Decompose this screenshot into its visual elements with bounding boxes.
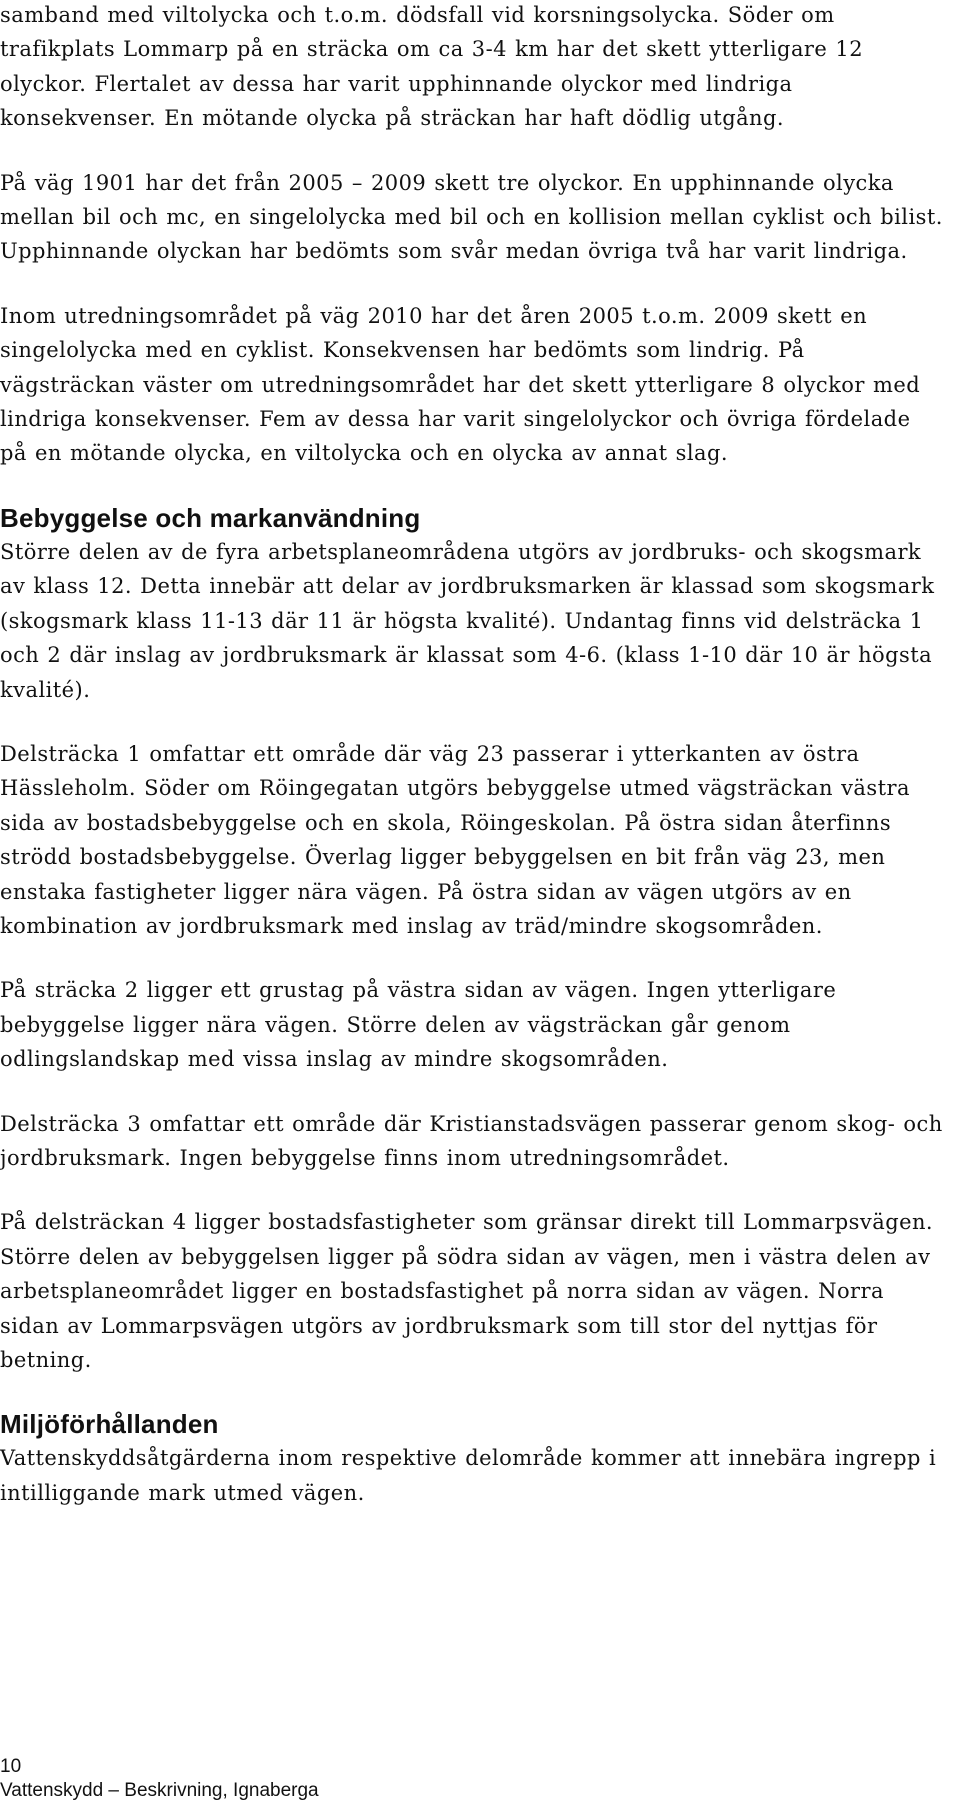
paragraph-vattenskydd: Vattenskyddsåtgärderna inom respektive delområde kommer att innebära ingrepp i intilliggande mark utmed vägen. — [0, 1446, 937, 1505]
paragraph-stracka-2: På sträcka 2 ligger ett grustag på västra sidan av vägen. Ingen ytterligare bebyggelse ligger nära vägen. Större delen av vägsträckan går genom odlingslandskap med vissa inslag av mindre skogsområden. — [0, 978, 837, 1072]
page-number: 10 — [0, 1756, 22, 1777]
paragraph-accidents-vag1901: På väg 1901 har det från 2005 – 2009 skett tre olyckor. En upphinnande olycka mellan bil och mc, en singelolycka med bil och en kollision mellan cyklist och bilist. Upphinnande olyckan har bedömts som svår medan övriga två har varit lindriga. — [0, 170, 943, 264]
paragraph-delstracka-3: Delsträcka 3 omfattar ett område där Kristianstadsvägen passerar genom skog- och jordbruksmark. Ingen bebyggelse finns inom utredningsområdet. — [0, 1111, 943, 1170]
footer-title: Vattenskydd – Beskrivning, Ignaberga — [0, 1780, 319, 1801]
section-heading-bebyggelse: Bebyggelse och markanvändning — [0, 502, 421, 533]
paragraph-markklass: Större delen av de fyra arbetsplaneområdena utgörs av jordbruks- och skogsmark av klass 12. Detta innebär att delar av jordbruksmarken är klassad som skogsmark (skogsmark klass 11-13 där 11 är högsta kvalité). Undantag finns vid delsträcka 1 och 2 där inslag av jordbruksmark är klassat som 4-6. (klass 1-10 där 10 är högsta kvalité). — [0, 539, 935, 702]
paragraph-delstracka-1: Delsträcka 1 omfattar ett område där väg 23 passerar i ytterkanten av östra Hässleholm. Söder om Röingegatan utgörs bebyggelse utmed vägsträckan västra sida av bostadsbebyggelse och en skola, Röingeskolan. På östra sidan återfinns strödd bostadsbebyggelse. Överlag ligger bebyggelsen en bit från väg 23, men enstaka fastigheter ligger nära vägen. På östra sidan av vägen utgörs av en kombination av jordbruksmark med inslag av träd/mindre skogsområden. — [0, 741, 910, 938]
page-footer — [0, 1755, 319, 1803]
section-heading-miljoforhallanden: Miljöförhållanden — [0, 1409, 219, 1440]
paragraph-delstracka-4: På delsträckan 4 ligger bostadsfastigheter som gränsar direkt till Lommarpsvägen. Större delen av bebyggelsen ligger på södra sidan av vägen, men i västra delen av arbetsplaneområdet ligger en bostadsfastighet på norra sidan av vägen. Norra sidan av Lommarpsvägen utgörs av jordbruksmark som till stor del nyttjas för betning. — [0, 1210, 934, 1372]
paragraph-accidents-vag23: samband med viltolycka och t.o.m. dödsfall vid korsningsolycka. Söder om trafikplats Lommarp på en sträcka om ca 3-4 km har det skett ytterligare 12 olyckor. Flertalet av dessa har varit upphinnande olyckor med lindriga konsekvenser. En mötande olycka på sträckan har haft dödlig utgång. — [0, 3, 864, 131]
paragraph-accidents-vag2010: Inom utredningsområdet på väg 2010 har det åren 2005 t.o.m. 2009 skett en singelolycka med en cyklist. Konsekvensen har bedömts som lindrig. På vägsträckan väster om utredningsområdet har det skett ytterligare 8 olyckor med lindriga konsekvenser. Fem av dessa har varit singelolyckor och övriga fördelade på en mötande olycka, en viltolycka och en olycka av annat slag. — [0, 303, 921, 466]
